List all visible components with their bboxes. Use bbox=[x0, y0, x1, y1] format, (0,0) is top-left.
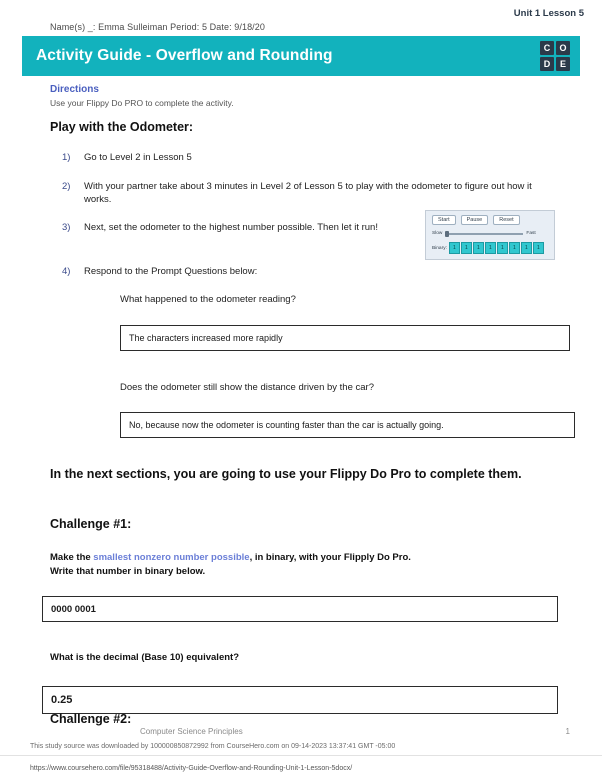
decimal-question: What is the decimal (Base 10) equivalent? bbox=[50, 652, 239, 663]
next-sections-heading: In the next sections, you are going to use your Flippy Do Pro to complete them. bbox=[50, 467, 522, 481]
activity-banner bbox=[22, 36, 580, 76]
step-number-3: 3) bbox=[62, 222, 71, 233]
reset-button[interactable]: Reset bbox=[493, 215, 519, 225]
unit-lesson-label: Unit 1 Lesson 5 bbox=[513, 8, 584, 19]
step-text-3: Next, set the odometer to the highest number possible. Then let it run! bbox=[84, 222, 378, 233]
binary-readout-row bbox=[432, 242, 544, 254]
binary-bit[interactable]: 1 bbox=[449, 242, 460, 254]
step-text-2: With your partner take about 3 minutes in Level 2 of Lesson 5 to play with the odometer to figure out how it works. bbox=[84, 181, 532, 205]
challenge-2-heading: Challenge #2: bbox=[50, 712, 132, 726]
slider-label-slow: Slow bbox=[432, 231, 443, 236]
decimal-answer-field[interactable]: 0.25 bbox=[42, 686, 558, 714]
logo-letter-e: E bbox=[556, 57, 570, 71]
prompt-question-2: Does the odometer still show the distance driven by the car? bbox=[120, 382, 374, 393]
prompt-question-1: What happened to the odometer reading? bbox=[120, 294, 296, 305]
pause-button[interactable]: Pause bbox=[461, 215, 489, 225]
step-text-1: Go to Level 2 in Lesson 5 bbox=[84, 152, 192, 163]
binary-bit[interactable]: 1 bbox=[485, 242, 496, 254]
binary-answer-field[interactable]: 0000 0001 bbox=[42, 596, 558, 622]
footer-source-url[interactable]: https://www.coursehero.com/file/95318488/Activity-Guide-Overflow-and-Rounding-Unit-1-Lesson-5docx/ bbox=[30, 765, 353, 772]
binary-bit[interactable]: 1 bbox=[461, 242, 472, 254]
binary-bit[interactable]: 1 bbox=[473, 242, 484, 254]
directions-text: Use your Flippy Do PRO to complete the activity. bbox=[50, 98, 234, 108]
binary-bit[interactable]: 1 bbox=[497, 242, 508, 254]
directions-heading: Directions bbox=[50, 84, 99, 95]
step-text-4: Respond to the Prompt Questions below: bbox=[84, 266, 258, 277]
binary-bits bbox=[449, 242, 544, 254]
logo-letter-d: D bbox=[540, 57, 554, 71]
slider-label-fast: Fast bbox=[526, 231, 536, 236]
step-number-4: 4) bbox=[62, 266, 71, 277]
step-number-1: 1) bbox=[62, 152, 71, 163]
answer-field-2[interactable]: No, because now the odometer is counting faster than the car is actually going. bbox=[120, 412, 575, 438]
step-number-2: 2) bbox=[62, 181, 71, 192]
binary-bit[interactable]: 1 bbox=[533, 242, 544, 254]
name-period-date-line: Name(s) _: Emma Sulleiman Period: 5 Date: 9/18/20 bbox=[50, 22, 265, 32]
slider-knob[interactable] bbox=[445, 231, 449, 237]
challenge-1-heading: Challenge #1: bbox=[50, 517, 132, 531]
logo-letter-c: C bbox=[540, 41, 554, 55]
binary-label: Binary: bbox=[432, 245, 447, 251]
answer-field-1[interactable]: The characters increased more rapidly bbox=[120, 325, 570, 351]
speed-slider[interactable] bbox=[445, 233, 523, 235]
odometer-screenshot bbox=[425, 210, 555, 260]
footer-divider bbox=[0, 755, 602, 756]
download-watermark: This study source was downloaded by 100000850872992 from CourseHero.com on 09-14-2023 13:37:41 GMT -05:00 bbox=[30, 743, 396, 750]
binary-bit[interactable]: 1 bbox=[509, 242, 520, 254]
instruction-accent: smallest nonzero number possible bbox=[93, 552, 250, 563]
start-button[interactable]: Start bbox=[432, 215, 456, 225]
footer-course-name: Computer Science Principles bbox=[140, 727, 243, 736]
odometer-section-heading: Play with the Odometer: bbox=[50, 120, 194, 134]
challenge-1-instruction bbox=[50, 551, 550, 580]
instruction-line-2: Write that number in binary below. bbox=[50, 566, 206, 578]
instruction-part-2: , in binary, with your Flipply Do Pro. bbox=[249, 552, 411, 563]
odometer-controls bbox=[432, 215, 520, 225]
binary-bit[interactable]: 1 bbox=[521, 242, 532, 254]
page-title: Activity Guide - Overflow and Rounding bbox=[36, 47, 333, 64]
logo-letter-o: O bbox=[556, 41, 570, 55]
footer-page-number: 1 bbox=[565, 727, 570, 736]
speed-slider-row bbox=[432, 231, 536, 236]
code-org-logo bbox=[540, 41, 570, 71]
instruction-part-1: Make the bbox=[50, 552, 94, 563]
